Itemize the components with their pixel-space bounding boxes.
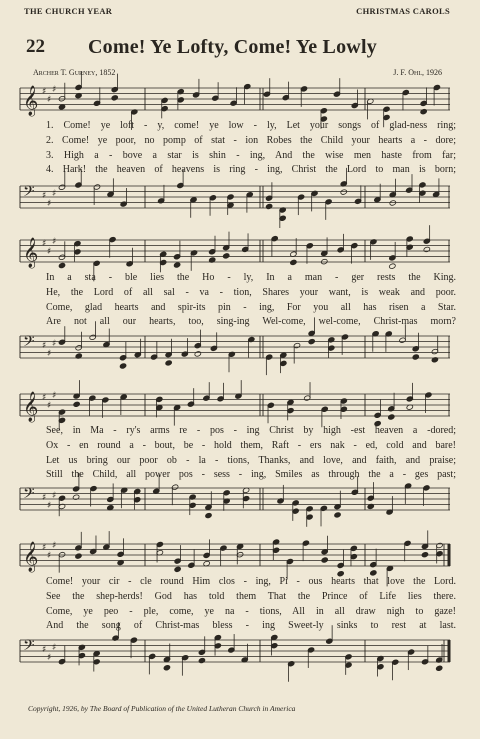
lyrics-block-1: [46, 119, 456, 178]
lyric-line: Come! your cir - cle round Him clos - ing, Pi - ous hearts that love the Lord.: [46, 576, 456, 587]
bass-staff: [20, 632, 450, 670]
sharp-icon: ♯: [47, 501, 52, 511]
sharp-icon: ♯: [52, 391, 57, 401]
author-credit: Archer T. Gurney, 1852: [33, 68, 116, 77]
lyric-line: Are not all our hearts, too, sing-ing Wel-come, wel-come, Christ-mas morn?: [46, 316, 456, 328]
sharp-icon: ♯: [47, 653, 52, 663]
treble-clef-icon: 𝄞: [23, 86, 39, 116]
treble-clef-icon: 𝄞: [23, 542, 39, 572]
treble-clef-icon: 𝄞: [23, 392, 39, 422]
lyrics-block-4: [46, 575, 456, 634]
lyrics-block-2: [46, 271, 456, 330]
sharp-icon: ♯: [42, 493, 47, 503]
bass-staff: [20, 480, 450, 518]
sharp-icon: ♯: [42, 191, 47, 201]
sharp-icon: ♯: [47, 401, 52, 411]
sharp-icon: ♯: [42, 393, 47, 403]
running-head-right: CHRISTMAS CAROLS: [356, 6, 450, 16]
treble-staff: [20, 232, 450, 270]
copyright-notice: Copyright, 1926, by The Board of Publication of the United Lutheran Church in America: [28, 704, 296, 713]
music-system-1: [20, 80, 456, 220]
hymn-number: 22: [26, 36, 45, 57]
sharp-icon: ♯: [47, 349, 52, 359]
sharp-icon: ♯: [42, 543, 47, 553]
lyric-line: 3. High a - bove a star is shin - ing, And the wise men haste from far;: [46, 149, 456, 161]
lyrics-block-3: [46, 424, 456, 483]
lyric-line: See the shep-herds! God has told them That the Prince of Life lies there.: [46, 590, 456, 602]
music-system-2: [20, 228, 456, 370]
bass-staff: [20, 178, 450, 216]
sharp-icon: ♯: [47, 95, 52, 105]
composer-credit: J. F. Ohl, 1926: [393, 68, 442, 77]
sharp-icon: ♯: [42, 341, 47, 351]
lyric-line: He, the Lord of all sal - va - tion, Shares your want, is weak and poor.: [46, 286, 456, 298]
lyric-line: Ox - en round a - bout, be - hold them, Raft - ers nak - ed, cold and bare!: [46, 439, 456, 451]
sharp-icon: ♯: [47, 247, 52, 257]
treble-staff: [20, 80, 450, 118]
lyric-line: And the song of Christ-mas bless - ing Sweet-ly sinks to rest at last.: [46, 620, 456, 632]
sharp-icon: ♯: [52, 237, 57, 247]
lyric-line: In a sta - ble lies the Ho - ly, In a man - ger rests the King.: [46, 272, 456, 283]
hymn-title: Come! Ye Lofty, Come! Ye Lowly: [88, 36, 377, 58]
sharp-icon: ♯: [52, 643, 57, 653]
sharp-icon: ♯: [52, 491, 57, 501]
lyric-line: Let us bring our poor ob - la - tions, Thanks, and love, and faith, and praise;: [46, 454, 456, 466]
sharp-icon: ♯: [52, 189, 57, 199]
treble-staff: [20, 536, 450, 574]
lyric-line: See, in Ma - ry's arms re - pos - ing Christ by high -est heaven a -dored;: [46, 425, 456, 436]
bass-clef-icon: 𝄢: [23, 485, 35, 506]
bass-clef-icon: 𝄢: [23, 183, 35, 204]
treble-clef-icon: 𝄞: [23, 238, 39, 268]
lyric-line: Still the Child, all power pos - sess - ing, Smiles as through the a - ges past;: [46, 469, 456, 481]
lyric-line: Come, ye peo - ple, come, ye na - tions, All in all draw nigh to gaze!: [46, 605, 456, 617]
lyric-line: 2. Come! ye poor, no pomp of stat - ion Robes the Child your hearts a - dore;: [46, 134, 456, 146]
sharp-icon: ♯: [52, 541, 57, 551]
sharp-icon: ♯: [42, 239, 47, 249]
sharp-icon: ♯: [47, 551, 52, 561]
bass-clef-icon: 𝄢: [23, 333, 35, 354]
music-system-4: [20, 532, 456, 702]
sharp-icon: ♯: [52, 85, 57, 95]
sharp-icon: ♯: [47, 199, 52, 209]
music-system-3: [20, 382, 456, 522]
treble-staff: [20, 386, 450, 424]
bass-clef-icon: 𝄢: [23, 637, 35, 658]
sharp-icon: ♯: [42, 87, 47, 97]
sharp-icon: ♯: [42, 645, 47, 655]
running-head-left: THE CHURCH YEAR: [24, 6, 113, 16]
lyric-line: 4. Hark! the heaven of heavens is ring - ing, Christ the Lord to man is born;: [46, 164, 456, 176]
bass-staff: [20, 328, 450, 366]
sharp-icon: ♯: [52, 339, 57, 349]
lyric-line: 1. Come! ye loft - y, come! ye low - ly, Let your songs of glad-ness ring;: [46, 120, 456, 131]
lyric-line: Come, glad hearts and spir-its pin - ing, For you all has risen a Star.: [46, 301, 456, 313]
